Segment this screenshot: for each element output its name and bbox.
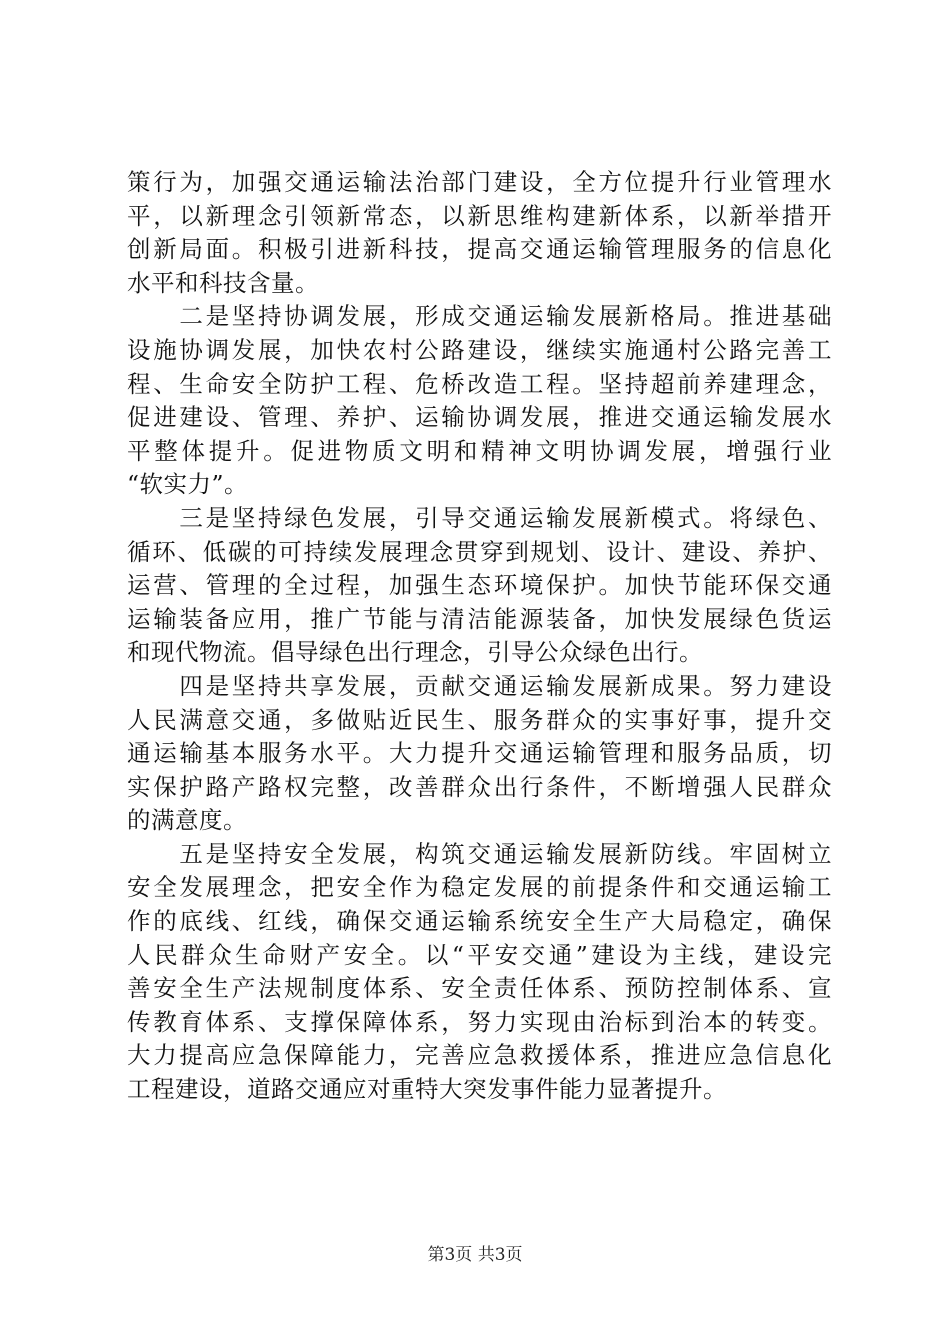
document-body	[127, 166, 832, 1107]
para-green-development	[127, 502, 832, 670]
text-line: 人民群众生命财产安全。以“平安交通”建设为主线，建设完	[127, 940, 832, 969]
text-line: 传教育体系、支撑保障体系，努力实现由治标到治本的转变。	[127, 1007, 832, 1036]
para-coordinated-development	[127, 300, 832, 502]
text-line: 四是坚持共享发展，贡献交通运输发展新成果。努力建设	[127, 671, 832, 700]
text-line: 工程建设，道路交通应对重特大突发事件能力显著提升。	[127, 1075, 727, 1104]
text-line: 和现代物流。倡导绿色出行理念，引导公众绿色出行。	[127, 638, 703, 667]
text-line: 策行为，加强交通运输法治部门建设，全方位提升行业管理水	[127, 168, 832, 196]
text-line: 设施协调发展，加快农村公路建设，继续实施通村公路完善工	[127, 335, 832, 364]
text-line: 循环、低碳的可持续发展理念贯穿到规划、设计、建设、养护、	[127, 537, 832, 566]
text-line: 安全发展理念，把安全作为稳定发展的前提条件和交通运输工	[127, 873, 832, 902]
text-line: 创新局面。积极引进新科技，提高交通运输管理服务的信息化	[127, 235, 832, 264]
para-continuation	[127, 166, 832, 300]
text-line: 的满意度。	[127, 806, 247, 835]
text-line: 善安全生产法规制度体系、安全责任体系、预防控制体系、宣	[127, 974, 832, 1003]
para-shared-development	[127, 670, 832, 838]
text-line: 三是坚持绿色发展，引导交通运输发展新模式。将绿色、	[127, 503, 832, 532]
text-line: “软实力”。	[127, 470, 249, 499]
text-line: 二是坚持协调发展，形成交通运输发展新格局。推进基础	[127, 302, 832, 331]
text-line: 水平和科技含量。	[127, 268, 319, 297]
text-line: 五是坚持安全发展，构筑交通运输发展新防线。牢固树立	[127, 839, 832, 868]
text-line: 作的底线、红线，确保交通运输系统安全生产大局稳定，确保	[127, 907, 832, 936]
text-line: 实保护路产路权完整，改善群众出行条件，不断增强人民群众	[127, 772, 832, 801]
text-line: 促进建设、管理、养护、运输协调发展，推进交通运输发展水	[127, 403, 832, 432]
text-line: 大力提高应急保障能力，完善应急救援体系，推进应急信息化	[127, 1041, 832, 1070]
text-line: 运输装备应用，推广节能与清洁能源装备，加快发展绿色货运	[127, 604, 832, 633]
text-line: 运营、管理的全过程，加强生态环境保护。加快节能环保交通	[127, 571, 832, 600]
page-footer: 第3页 共3页	[427, 1245, 523, 1265]
text-line: 人民满意交通，多做贴近民生、服务群众的实事好事，提升交	[127, 705, 832, 734]
text-line: 通运输基本服务水平。大力提升交通运输管理和服务品质，切	[127, 739, 832, 768]
para-safe-development	[127, 838, 832, 1107]
text-line: 程、生命安全防护工程、危桥改造工程。坚持超前养建理念，	[127, 369, 832, 398]
text-line: 平，以新理念引领新常态，以新思维构建新体系，以新举措开	[127, 201, 832, 230]
text-line: 平整体提升。促进物质文明和精神文明协调发展，增强行业	[127, 436, 832, 465]
